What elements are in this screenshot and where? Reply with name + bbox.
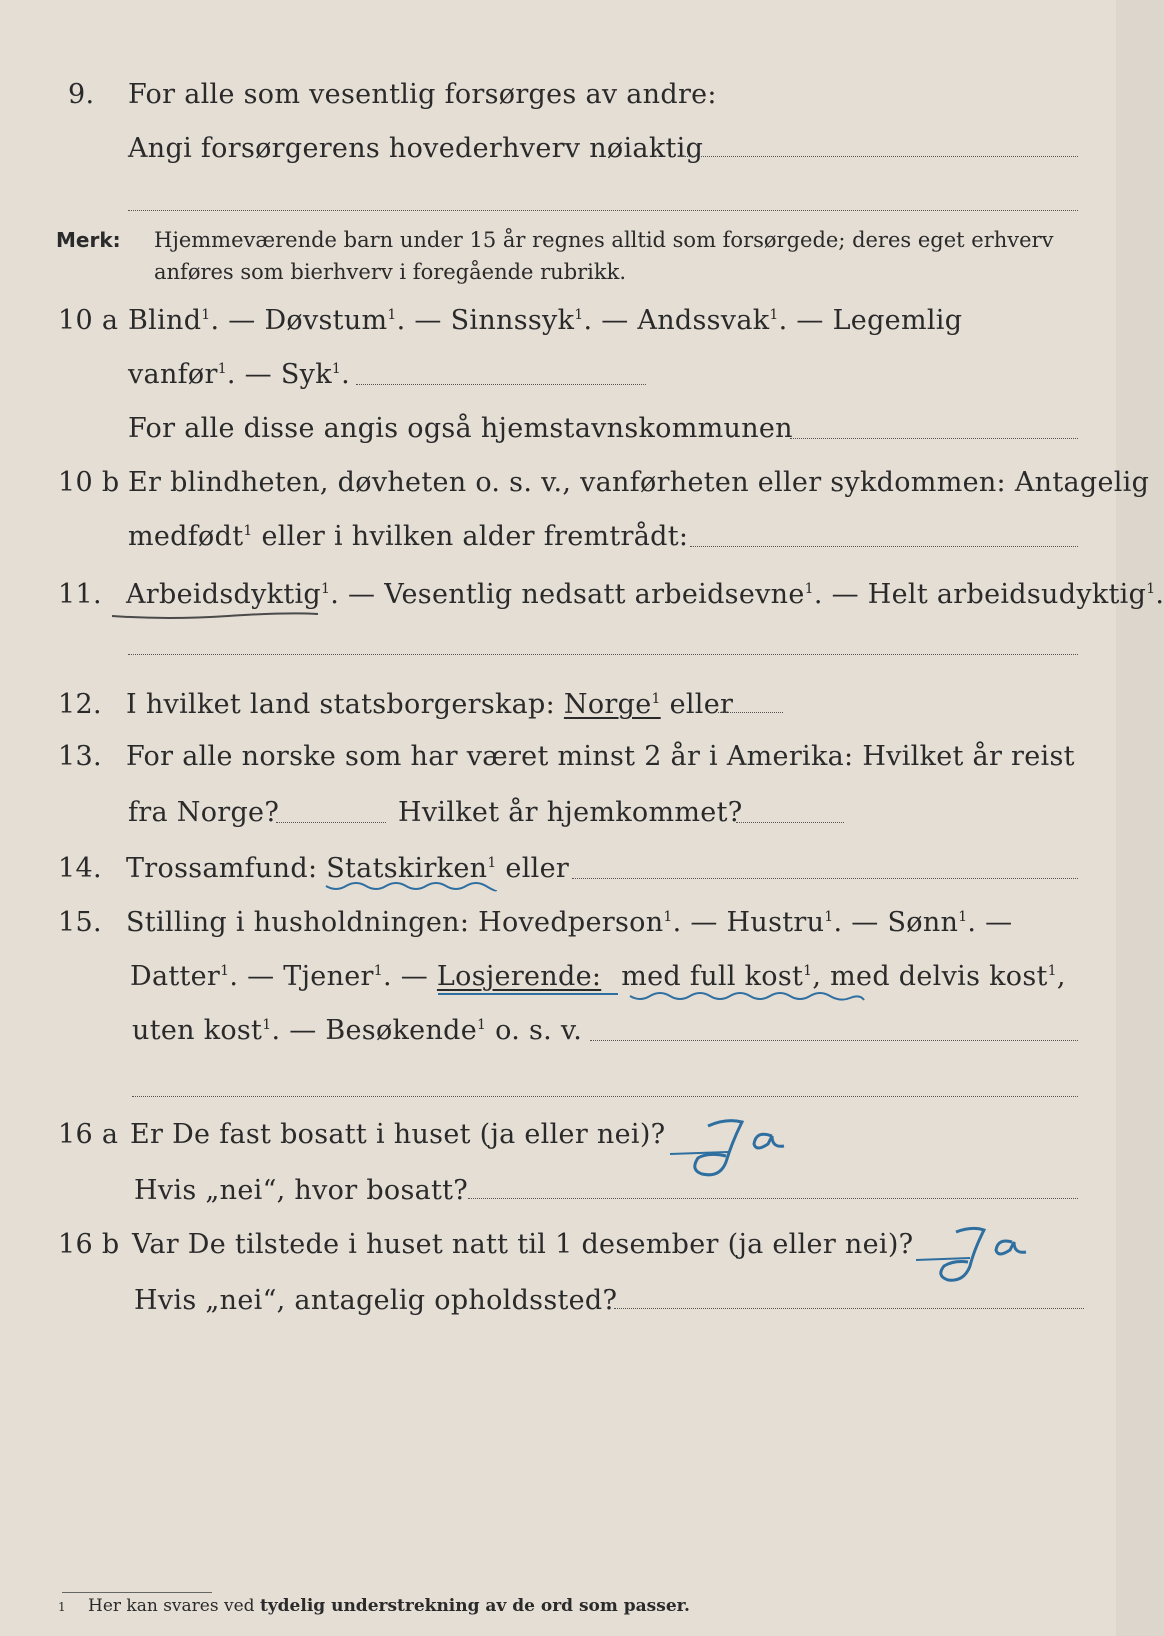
q16a-text: Er De fast bosatt i huset (ja eller nei)?: [130, 1119, 666, 1150]
q10a-sick-field[interactable]: [356, 384, 646, 385]
q10a-home-municipality-label: For alle disse angis også hjemstavnskommunen: [128, 413, 793, 444]
q16a-answer-handwriting: [668, 1112, 828, 1188]
q15-number: 15.: [58, 907, 102, 938]
q15-options-a: Datter$^1$. — Tjener$^1$. —: [130, 961, 437, 992]
q16b-where-label: Hvis „nei“, antagelig opholdssted?: [134, 1285, 618, 1316]
q12-number: 12.: [58, 689, 102, 720]
merk-line2: anføres som bierhverv i foregående rubrikk.: [154, 260, 627, 284]
q11-text: [126, 578, 1164, 612]
q16b-answer-handwriting: [914, 1220, 1064, 1296]
footnote-rule: [62, 1592, 212, 1593]
q10a-text-2: vanfør$^1$. — Syk$^1$.: [128, 359, 350, 390]
q9-text: For alle som vesentlig forsørges av andre:: [128, 79, 717, 110]
q11-hand-underline: [108, 608, 328, 622]
q13-number: 13.: [58, 741, 102, 772]
q9-occupation-field-2[interactable]: [128, 210, 1078, 211]
q14-selected-statskirken: Statskirken$^1$: [326, 853, 497, 884]
q14-number: 14.: [58, 853, 102, 884]
q14-other-field[interactable]: [572, 878, 1078, 879]
q13-returned-field[interactable]: [736, 822, 844, 823]
q16b-where-field[interactable]: [614, 1308, 1084, 1309]
q10a-number: 10 a: [58, 305, 119, 336]
q10a-text: Blind$^1$. — Døvstum$^1$. — Sinnssyk$^1$. — Andssvak$^1$. — Legemlig: [128, 305, 963, 336]
footnote-mark: 1: [58, 1600, 66, 1614]
q14-prompt: Trossamfund:: [126, 853, 327, 884]
q12-other-field[interactable]: [718, 712, 783, 713]
q13-text: For alle norske som har været minst 2 år i Amerika: Hvilket år reist: [126, 741, 1075, 772]
q14-or: eller: [496, 853, 570, 884]
footnote-text: Her kan svares ved: [88, 1596, 260, 1616]
q10b-number: 10 b: [58, 467, 120, 498]
q9-number: 9.: [68, 79, 95, 110]
q11-selected-option: Arbeidsdyktig$^1$.: [126, 579, 340, 610]
q12-or: eller: [660, 689, 734, 720]
q15-selected-full-board: med full kost$^1$: [621, 961, 813, 992]
q15-text-3: uten kost$^1$. — Besøkende$^1$ o. s. v.: [132, 1015, 583, 1046]
q10b-text: Er blindheten, døvheten o. s. v., vanførheten eller sykdommen: Antagelig: [128, 467, 1150, 498]
q11-other-options: — Vesentlig nedsatt arbeidsevne$^1$. — Helt arbeidsudyktig$^1$.: [339, 579, 1164, 610]
merk-line1: Hjemmeværende barn under 15 år regnes alltid som forsørgede; deres eget erhverv: [154, 228, 1054, 252]
q9-occupation-label: Angi forsørgerens hovederhverv nøiaktig: [128, 133, 704, 164]
merk-label: Merk:: [56, 228, 121, 252]
q15-lodger-label: Losjerende:: [436, 961, 602, 992]
q14-hand-underline: [322, 880, 500, 894]
footnote-emphasis: tydelig understrekning av de ord som passer.: [259, 1596, 690, 1616]
q10b-age-field[interactable]: [690, 546, 1078, 547]
q15-text-2: [130, 960, 1066, 994]
q16b-text: Var De tilstede i huset natt til 1 desember (ja eller nei)?: [132, 1229, 914, 1260]
q13-left-norway-field[interactable]: [276, 822, 386, 823]
q12-selected-norge: Norge$^1$: [563, 689, 661, 720]
q11-number: 11.: [58, 579, 102, 610]
q15-other-field-2[interactable]: [132, 1096, 1078, 1097]
q15-other-field[interactable]: [590, 1040, 1078, 1041]
q12-text: [126, 688, 733, 722]
q13-left-norway-label: fra Norge?: [128, 797, 280, 828]
q9-occupation-field[interactable]: [680, 156, 1078, 157]
q16a-number: 16 a: [58, 1119, 119, 1150]
q16a-where-label: Hvis „nei“, hvor bosatt?: [134, 1175, 469, 1206]
q11-field[interactable]: [128, 654, 1078, 655]
q16a-where-field[interactable]: [468, 1198, 1078, 1199]
q13-returned-label: Hvilket år hjemkommet?: [398, 797, 743, 828]
q16b-number: 16 b: [58, 1229, 120, 1260]
merk-note: [56, 226, 121, 254]
q10a-home-municipality-field[interactable]: [790, 438, 1078, 439]
q15-hand-underline: [434, 990, 874, 1004]
q15-options-d: , med delvis kost$^1$,: [812, 961, 1066, 992]
q12-prompt: I hvilket land statsborgerskap:: [126, 689, 564, 720]
footnote: [58, 1596, 690, 1617]
q10b-text-2: medfødt$^1$ eller i hvilken alder fremtrådt:: [128, 521, 689, 552]
q15-text: Stilling i husholdningen: Hovedperson$^1$. — Hustru$^1$. — Sønn$^1$. —: [126, 907, 1013, 938]
